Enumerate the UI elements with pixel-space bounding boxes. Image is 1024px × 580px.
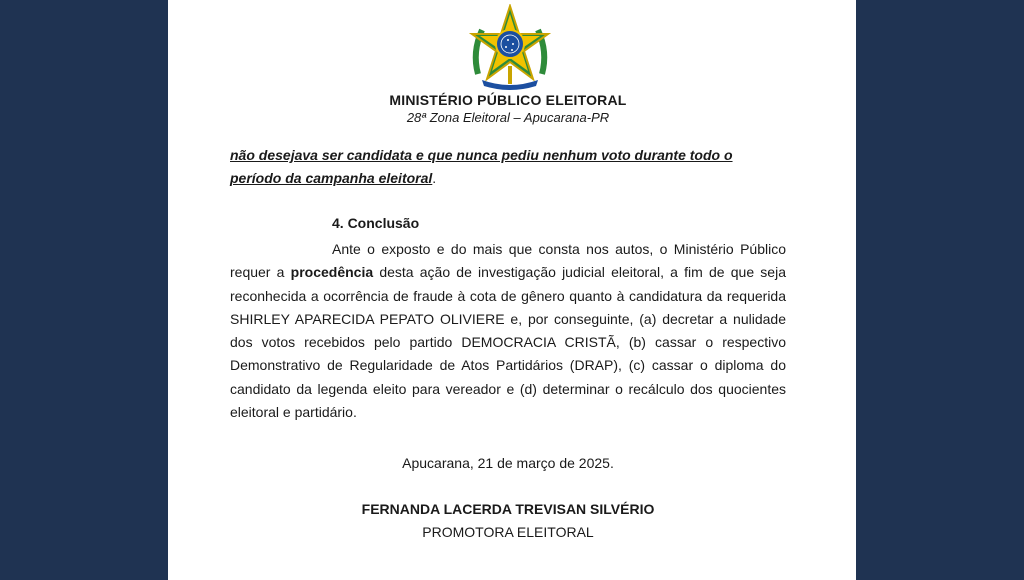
top-paragraph xyxy=(230,144,786,191)
conclusion-paragraph xyxy=(230,238,786,424)
underlined-statement: não desejava ser candidata e que nunca pediu nenhum voto durante todo o período da campanha eleitoral xyxy=(230,147,733,187)
conclusion-text-1: Ante o exposto e do mais que consta nos autos, o Ministério Público requer a xyxy=(230,241,786,281)
signatory-role: PROMOTORA ELEITORAL xyxy=(422,524,594,540)
signatory-name: FERNANDA LACERDA TREVISAN SILVÉRIO xyxy=(361,501,655,517)
document-date: Apucarana, 21 de março de 2025. xyxy=(402,455,614,471)
document-page xyxy=(168,0,856,580)
conclusion-text-2: desta ação de investigação judicial eleitoral, a fim de que seja reconhecida a ocorrência de fraude à cota de gênero quanto à candidatura da requerida SHIRLEY APARECIDA PEPATO OLIVIERE e, por conseguinte, (a) decretar a nulidade dos votos recebidos pelo partido DEMOCRACIA CRISTÃ, (b) cassar o respectivo Demonstrativo de Regularidade de Atos Partidários (DRAP), (c) cassar o diploma do candidato da legenda eleito para vereador e (d) determinar o recálculo dos quocientes eleitoral e partidário. xyxy=(230,264,786,421)
statement-period: . xyxy=(432,170,437,187)
institution-title: MINISTÉRIO PÚBLICO ELEITORAL xyxy=(389,92,627,108)
section-title: 4. Conclusão xyxy=(332,215,420,231)
institution-subtitle: 28ª Zona Eleitoral – Apucarana-PR xyxy=(406,110,610,125)
brazil-coat-of-arms-icon xyxy=(468,4,552,92)
conclusion-bold: procedência xyxy=(290,264,374,281)
